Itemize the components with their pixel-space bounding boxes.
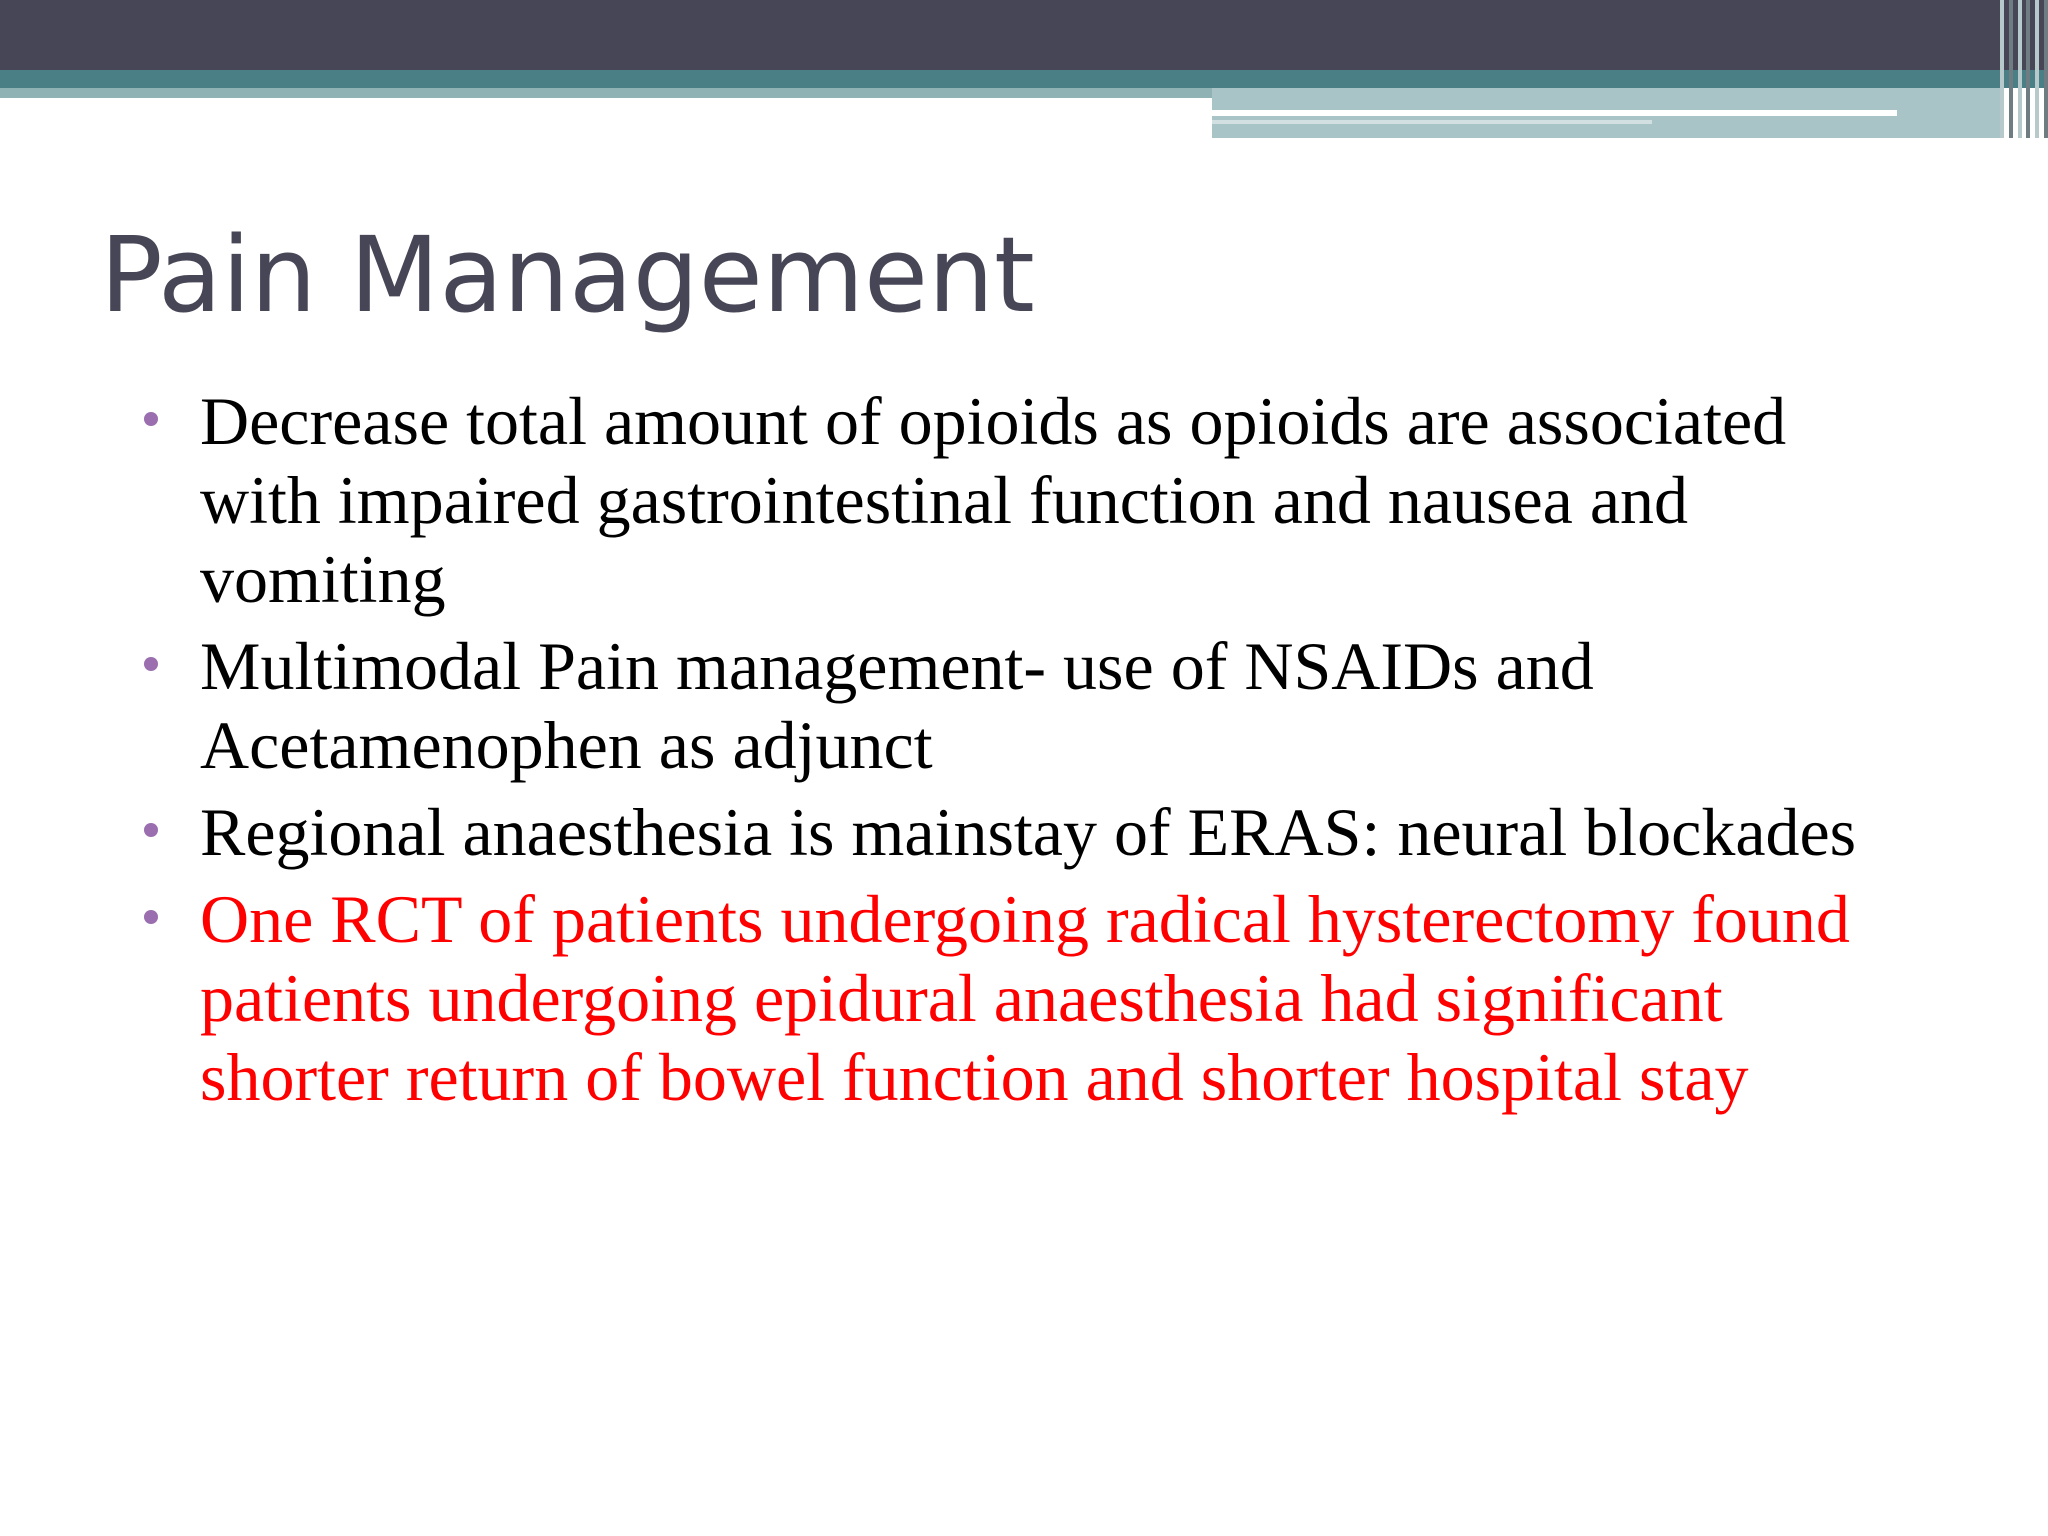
bullet-item — [140, 627, 1860, 785]
header-banner-right-line — [1212, 110, 1897, 116]
bullet-text: Multimodal Pain management- use of NSAIDs and Acetamenophen as adjunct — [200, 628, 1594, 783]
stripe — [2009, 0, 2013, 138]
header-vertical-stripes — [2000, 0, 2048, 138]
stripe — [2044, 0, 2048, 138]
bullet-text: Regional anaesthesia is mainstay of ERAS: neural blockades — [200, 794, 1857, 870]
bullet-item — [140, 793, 1860, 872]
bullet-marker-icon — [144, 823, 158, 837]
slide-title: Pain Management — [100, 214, 1035, 336]
header-banner-teal — [0, 70, 2048, 88]
stripe — [2000, 0, 2004, 138]
bullet-marker-icon — [144, 412, 158, 426]
header-banner-right-line-secondary — [1212, 120, 1652, 124]
bullet-item — [140, 382, 1860, 619]
header-banner-light — [0, 88, 1212, 98]
stripe — [2018, 0, 2022, 138]
header-banner-dark — [0, 0, 2048, 70]
bullet-marker-icon — [144, 910, 158, 924]
bullet-item-highlighted — [140, 880, 1860, 1117]
stripe — [2035, 0, 2039, 138]
bullet-text: One RCT of patients undergoing radical hysterectomy found patients undergoing epidural anaesthesia had significant shorter return of bowel function and shorter hospital stay — [200, 881, 1850, 1115]
bullet-text: Decrease total amount of opioids as opioids are associated with impaired gastrointestinal function and nausea and vomiting — [200, 383, 1787, 617]
bullet-list — [140, 382, 1860, 1125]
bullet-marker-icon — [144, 657, 158, 671]
stripe — [2026, 0, 2030, 138]
